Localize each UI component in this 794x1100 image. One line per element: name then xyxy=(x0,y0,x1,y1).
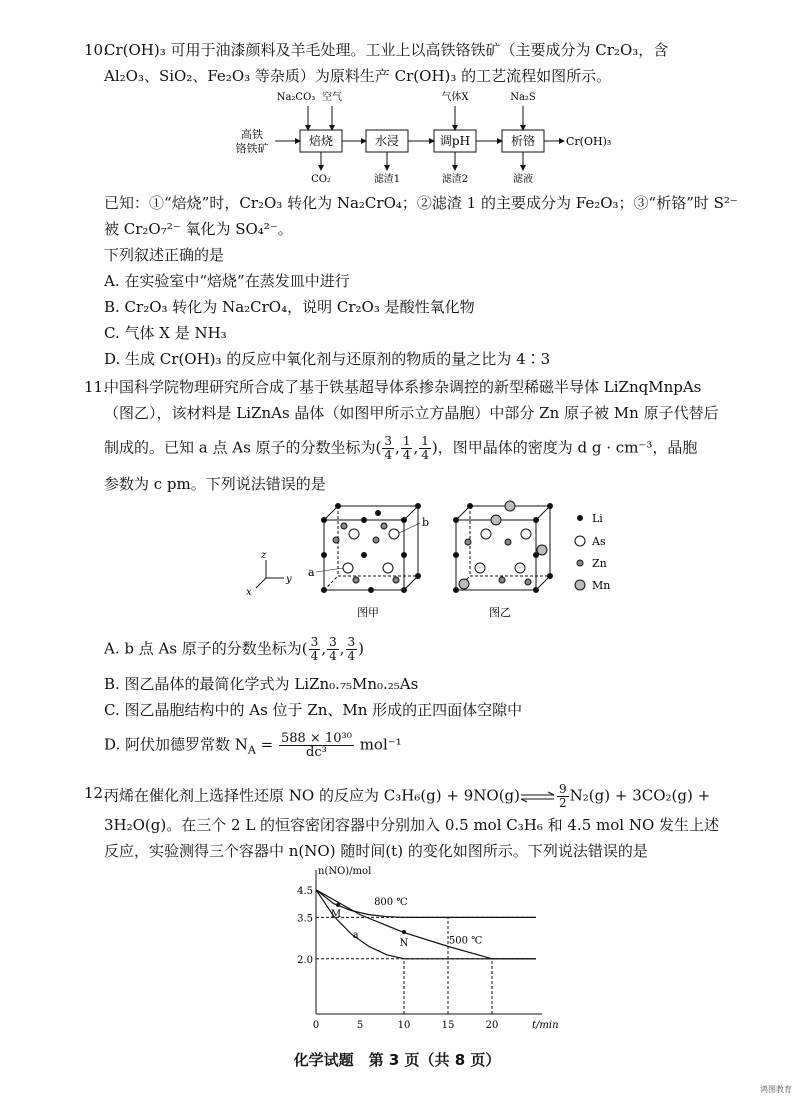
page-footer: 化学试题 第 3 页（共 8 页） xyxy=(293,1051,501,1069)
flow-input-na2co3: Na₂CO₃ xyxy=(276,92,316,103)
point-marker xyxy=(336,903,340,907)
flow-output-filtrate: 滤液 xyxy=(513,174,533,185)
x-tick-label: 0 xyxy=(312,1020,320,1031)
q11-crystal-figure xyxy=(236,500,626,624)
flow-product: Cr(OH)₃ xyxy=(566,135,612,148)
caption-jia: 图甲 xyxy=(357,606,379,619)
q10-option-d: D. 生成 Cr(OH)₃ 的反应中氧化剂与还原剂的物质的量之比为 4∶3 xyxy=(104,350,551,368)
flow-output-residue1: 滤渣1 xyxy=(373,174,401,185)
watermark-logo: 鸿图教育 xyxy=(760,1085,792,1094)
svg-text:z: z xyxy=(261,550,267,561)
q10-stem-line1: Cr(OH)₃ 可用于油漆颜料及羊毛处理。工业上以高铁铬铁矿（主要成分为 Cr₂O₃，含 xyxy=(104,41,669,59)
series-line-1 xyxy=(316,890,536,959)
y-tick-label: 4.5 xyxy=(297,885,313,897)
point-marker xyxy=(402,930,406,934)
svg-text:调pH: 调pH xyxy=(439,134,471,148)
q11-stem-line1: 中国科学院物理研究所合成了基于铁基超导体系掺杂调控的新型稀磁半导体 LiZnqMnpAs xyxy=(104,378,702,396)
q11-number: 11. xyxy=(84,378,108,396)
cube-jia xyxy=(308,503,429,619)
coord-a-y: $\frac{1}{4}$ xyxy=(402,434,411,462)
x-tick-label: 15 xyxy=(441,1020,455,1031)
q10-option-b: B. Cr₂O₃ 转化为 Na₂CrO₄，说明 Cr₂O₃ 是酸性氧化物 xyxy=(104,298,475,316)
svg-text:y: y xyxy=(286,574,292,585)
svg-text:Mn: Mn xyxy=(592,579,611,592)
svg-text:x: x xyxy=(246,587,252,598)
q10-number: 10. xyxy=(84,41,108,59)
flow-output-residue2: 滤渣2 xyxy=(441,174,469,185)
series-line-0 xyxy=(316,890,536,918)
q11-option-c: C. 图乙晶胞结构中的 As 位于 Zn、Mn 形成的正四面体空隙中 xyxy=(104,701,523,719)
series-label: a xyxy=(352,930,359,942)
flow-input-na2s: Na₂S xyxy=(510,92,536,103)
q10-flowchart xyxy=(230,86,640,190)
equilibrium-arrow-icon xyxy=(520,791,556,803)
q10-known-line1: 已知：①“焙烧”时，Cr₂O₃ 转化为 Na₂CrO₄；②滤渣 1 的主要成分为 Fe₂O₃；③“析铬”时 S²⁻ xyxy=(104,194,738,212)
svg-text:Zn: Zn xyxy=(592,557,607,570)
x-tick-label: 10 xyxy=(397,1020,411,1031)
q10-option-a: A. 在实验室中“焙烧”在蒸发皿中进行 xyxy=(104,272,350,290)
q10-known-line2: 被 Cr₂O₇²⁻ 氧化为 SO₄²⁻。 xyxy=(104,220,293,238)
cube-yi xyxy=(453,501,553,619)
point-label: N xyxy=(399,938,409,950)
series-label: 800 ℃ xyxy=(374,896,408,908)
flow-input-air: 空气 xyxy=(322,92,342,103)
q12-chart xyxy=(280,864,559,1034)
svg-text:Li: Li xyxy=(592,512,603,525)
coord-a-z: $\frac{1}{4}$ xyxy=(421,434,429,462)
q10-stem-line2: Al₂O₃、SiO₂、Fe₂O₃ 等杂质）为原料生产 Cr(OH)₃ 的工艺流程如图所示。 xyxy=(104,67,612,85)
q10-prompt: 下列叙述正确的是 xyxy=(104,246,225,264)
svg-text:As: As xyxy=(592,535,606,548)
x-axis-label: t/min xyxy=(532,1020,559,1031)
series-label: 500 ℃ xyxy=(448,935,483,947)
q11-stem-line3: 制成的。已知 a 点 As 原子的分数坐标为( $\frac{3}{4}$ , $\frac{1}{4}$ , $\frac{1}{4}$ )，图甲晶体的密度为 d g · cm⁻³，晶胞 xyxy=(104,434,698,462)
series-line-2 xyxy=(316,890,536,959)
q11-option-d: D. 阿伏加德罗常数 $N_A$ = $\frac{\text{588 × 10³⁰}}{\text{dc³}}$ mol⁻¹ xyxy=(104,731,402,760)
y-axis-label: n(NO)/mol xyxy=(318,866,372,877)
x-tick-label: 20 xyxy=(485,1020,499,1031)
coord-a-x: $\frac{3}{4}$ xyxy=(384,434,393,462)
q11-stem-line4: 参数为 c pm。下列说法错误的是 xyxy=(104,475,326,493)
q11-stem-line2: （图乙），该材料是 LiZnAs 晶体（如图甲所示立方晶胞）中部分 Zn 原子被 Mn 原子代替后 xyxy=(104,404,719,422)
x-tick-label: 5 xyxy=(356,1020,364,1031)
q12-stem-line2: 3H₂O(g)。在三个 2 L 的恒容密闭容器中分别加入 0.5 mol C₃H₆ 和 4.5 mol NO 发生上述 xyxy=(104,816,720,834)
flow-start-label-1: 高铁 xyxy=(241,128,263,141)
crystal-legend xyxy=(575,512,610,592)
q11-option-b: B. 图乙晶体的最简化学式为 LiZn₀.₇₅Mn₀.₂₅As xyxy=(104,675,419,693)
q12-number: 12. xyxy=(84,784,108,802)
q10-option-c: C. 气体 X 是 NH₃ xyxy=(104,324,227,342)
axis-indicator xyxy=(246,550,292,598)
q11-option-a: A. b 点 As 原子的分数坐标为( $\frac{3}{4}$ , $\frac{3}{4}$ , $\frac{3}{4}$ ) xyxy=(104,635,365,663)
flow-output-co2: CO₂ xyxy=(311,174,331,185)
caption-yi: 图乙 xyxy=(489,606,511,619)
svg-text:焙烧: 焙烧 xyxy=(308,134,334,148)
flow-input-gas-x: 气体X xyxy=(441,92,469,103)
q12-stem-line3: 反应，实验测得三个容器中 n(NO) 随时间(t) 的变化如图所示。下列说法错误的是 xyxy=(104,842,648,860)
svg-text:析铬: 析铬 xyxy=(510,134,536,148)
svg-text:水浸: 水浸 xyxy=(374,134,400,148)
q12-stem-line1: 丙烯在催化剂上选择性还原 NO 的反应为 C₃H₆(g) + 9NO(g) $\frac{9}{2}$ N₂(g) + 3CO₂(g) + xyxy=(104,782,711,810)
flow-start-label-2: 铬铁矿 xyxy=(235,142,269,155)
y-tick-label: 2.0 xyxy=(297,954,313,966)
point-label: M xyxy=(330,908,342,920)
y-tick-label: 3.5 xyxy=(297,913,313,925)
label-a: a xyxy=(308,566,315,579)
label-b: b xyxy=(422,516,430,529)
